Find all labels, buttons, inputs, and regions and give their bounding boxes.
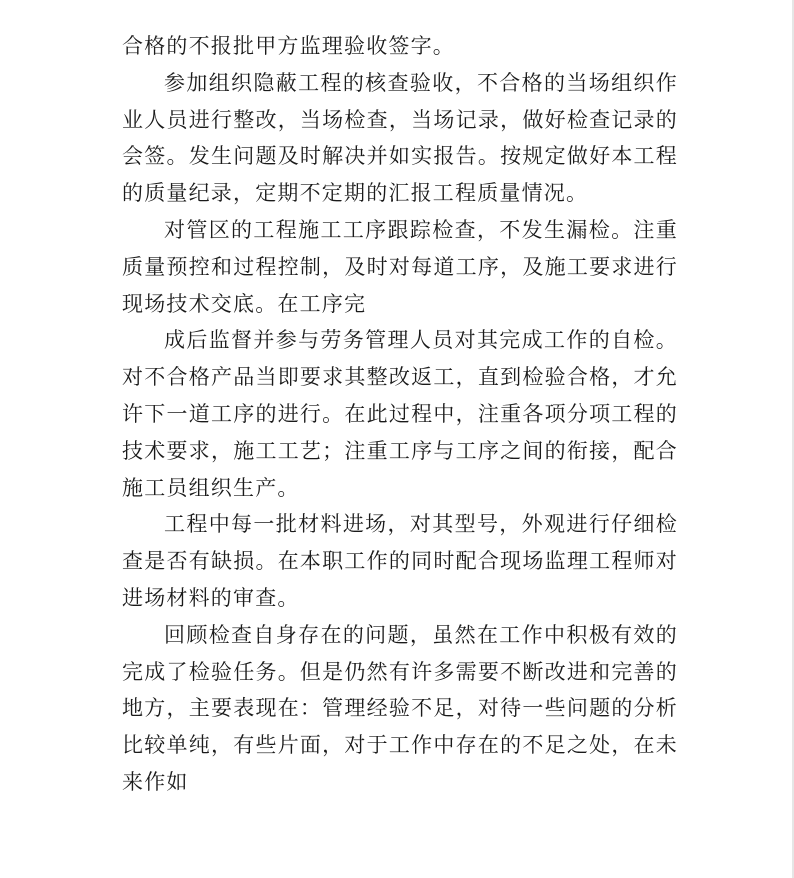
paragraph-6: 回顾检查自身存在的问题，虽然在工作中积极有效的完成了检验任务。但是仍然有许多需要不断改进和完善的地方，主要表现在：管理经验不足，对待一些问题的分析比较单纯，有些片面，对于工作中存在的不足之处，在未来作如 (122, 622, 678, 794)
document-body (122, 28, 678, 801)
paragraph-1: 合格的不报批甲方监理验收签字。 (122, 34, 455, 58)
paragraph-5: 工程中每一批材料进场，对其型号，外观进行仔细检查是否有缺损。在本职工作的同时配合现场监理工程师对进场材料的审查。 (122, 512, 678, 610)
paragraph-3: 对管区的工程施工工序跟踪检查，不发生漏检。注重质量预控和过程控制，及时对每道工序，及施工要求进行现场技术交底。在工序完 (122, 217, 678, 316)
paragraph-4: 成后监督并参与劳务管理人员对其完成工作的自检。对不合格产品当即要求其整改返工，直到检验合格，才允许下一道工序的进行。在此过程中，注重各项分项工程的技术要求，施工工艺；注重工序与工序之间的衔接，配合施工员组织生产。 (122, 328, 678, 500)
paragraph-2: 参加组织隐蔽工程的核查验收，不合格的当场组织作业人员进行整改，当场检查，当场记录，做好检查记录的会签。发生问题及时解决并如实报告。按规定做好本工程的质量纪录，定期不定期的汇报工程质量情况。 (122, 70, 678, 206)
